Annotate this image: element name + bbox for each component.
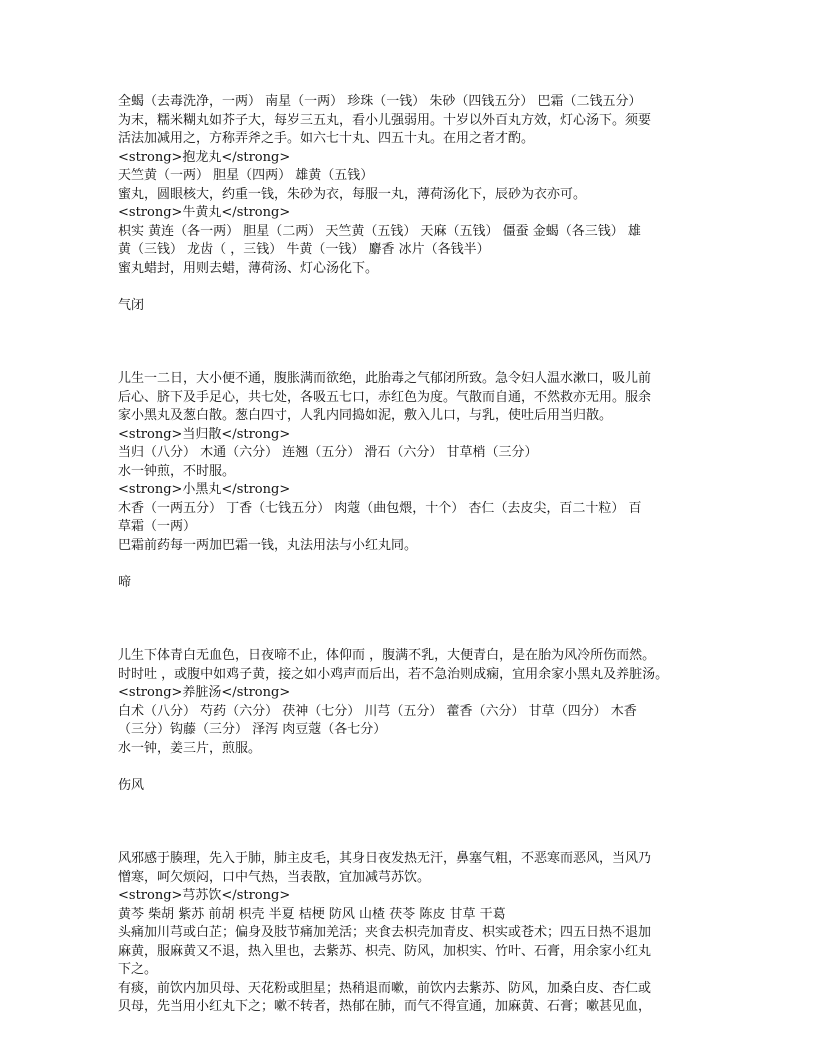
section-4 bbox=[118, 850, 698, 1017]
recipe-title: <strong>养脏汤</strong> bbox=[118, 685, 291, 700]
recipe-title: <strong>小黑丸</strong> bbox=[118, 482, 291, 497]
section-heading-ti: 啼 bbox=[118, 574, 132, 590]
text-line: 儿生下体青白无血色，日夜啼不止，体仰而 ，腹满不乳，大便青白，是在胎为风冷所伤而然。 bbox=[118, 648, 656, 663]
recipe-title: <strong>牛黄丸</strong> bbox=[118, 205, 291, 220]
ingredients-line: 草霜（一两） bbox=[118, 519, 197, 534]
text-line: 贝母，先当用小红丸下之；嗽不转者，热郁在肺，而气不得宣通，加麻黄、石膏；嗽甚见血， bbox=[118, 999, 652, 1014]
recipe-title: <strong>抱龙丸</strong> bbox=[118, 149, 291, 165]
ingredients-line: 木香（一两五分） 丁香（七钱五分） 肉蔻（曲包煨，十个） 杏仁（去皮尖，百二十粒） 百 bbox=[118, 500, 642, 516]
text-line: 下之。 bbox=[118, 962, 158, 977]
section-heading-shangfeng: 伤风 bbox=[118, 777, 145, 793]
section-heading-qibi: 气闭 bbox=[118, 297, 145, 313]
text-line: 憎寒，呵欠烦闷，口中气热，当表散，宜加减芎苏饮。 bbox=[118, 869, 431, 885]
document-page bbox=[118, 93, 698, 1017]
text-line: 家小黑丸及葱白散。葱白四寸，人乳内同捣如泥，敷入儿口，与乳，使吐后用当归散。 bbox=[118, 408, 613, 423]
text-line: 巴霜前药每一两加巴霜一钱，丸法用法与小红丸同。 bbox=[118, 537, 418, 553]
ingredients-line: 当归（八分） 木通（六分） 连翘（五分） 滑石（六分） 甘草梢（三分） bbox=[118, 445, 538, 460]
ingredients-line: 黄（三钱） 龙齿（ ，三钱） 牛黄（一钱） 麝香 冰片（各钱半） bbox=[118, 242, 490, 257]
text-line: 有痰，前饮内加贝母、天花粉或胆星；热稍退而嗽，前饮内去紫苏、防风，加桑白皮、杏仁或 bbox=[118, 980, 652, 996]
text-line: 麻黄，服麻黄又不退，热入里也，去紫苏、枳壳、防风，加枳实、竹叶、石膏，用余家小红丸 bbox=[118, 943, 652, 959]
text-line: 时时吐 ，或腹中如鸡子黄，接之如小鸡声而后出，若不急治则成痫，宜用余家小黑丸及养脏汤。 bbox=[118, 666, 669, 682]
ingredients-line: （三分）钩藤（三分） 泽泻 肉豆蔻（各七分） bbox=[118, 722, 387, 737]
ingredients-line: 天竺黄（一两） 胆星（四两） 雄黄（五钱） bbox=[118, 168, 374, 183]
text-line: 水一钟煎，不时服。 bbox=[118, 463, 236, 479]
text-line: 头痛加川芎或白芷；偏身及肢节痛加羌活；夹食去枳壳加青皮、枳实或苍术；四五日热不退加 bbox=[118, 925, 652, 940]
text-line: 风邪感于腠理，先入于肺，肺主皮毛，其身日夜发热无汗，鼻塞气粗，不恶寒而恶风，当风乃 bbox=[118, 851, 652, 866]
section-1 bbox=[118, 93, 698, 278]
text-line: 蜜丸蜡封，用则去蜡，薄荷汤、灯心汤化下。 bbox=[118, 260, 379, 276]
text-line: 儿生一二日，大小便不通，腹胀满而欲绝，此胎毒之气郁闭所致。急令妇人温水漱口，吸儿前 bbox=[118, 371, 652, 386]
section-3 bbox=[118, 647, 698, 758]
text-line: 蜜丸，圆眼核大，约重一钱，朱砂为衣，每服一丸，薄荷汤化下，辰砂为衣亦可。 bbox=[118, 186, 587, 202]
text-line: 水一钟，姜三片，煎服。 bbox=[118, 740, 262, 756]
recipe-title: <strong>当归散</strong> bbox=[118, 426, 291, 442]
text-line: 全蝎（去毒洗净，一两） 南星（一两） 珍珠（一钱） 朱砂（四钱五分） 巴霜（二钱五分） bbox=[118, 94, 642, 109]
text-line: 后心、脐下及手足心，共七处，各吸五七口，赤红色为度。气散而自通，不然救亦无用。服余 bbox=[118, 389, 652, 405]
recipe-title: <strong>芎苏饮</strong> bbox=[118, 888, 291, 903]
ingredients-line: 白术（八分） 芍药（六分） 茯神（七分） 川芎（五分） 藿香（六分） 甘草（四分） 木香 bbox=[118, 703, 637, 719]
text-line: 为末，糯米糊丸如芥子大，每岁三五丸，看小儿强弱用。十岁以外百丸方效，灯心汤下。须要 bbox=[118, 112, 652, 128]
section-2 bbox=[118, 370, 698, 555]
text-line: 活法加减用之，方称弄斧之手。如六七十丸、四五十丸。在用之者才酌。 bbox=[118, 131, 535, 146]
ingredients-line: 枳实 黄连（各一两） 胆星（二两） 天竺黄（五钱） 天麻（五钱） 僵蚕 金蝎（各三钱） 雄 bbox=[118, 223, 641, 239]
ingredients-line: 黄芩 柴胡 紫苏 前胡 枳壳 半夏 桔梗 防风 山楂 茯苓 陈皮 甘草 干葛 bbox=[118, 906, 506, 922]
